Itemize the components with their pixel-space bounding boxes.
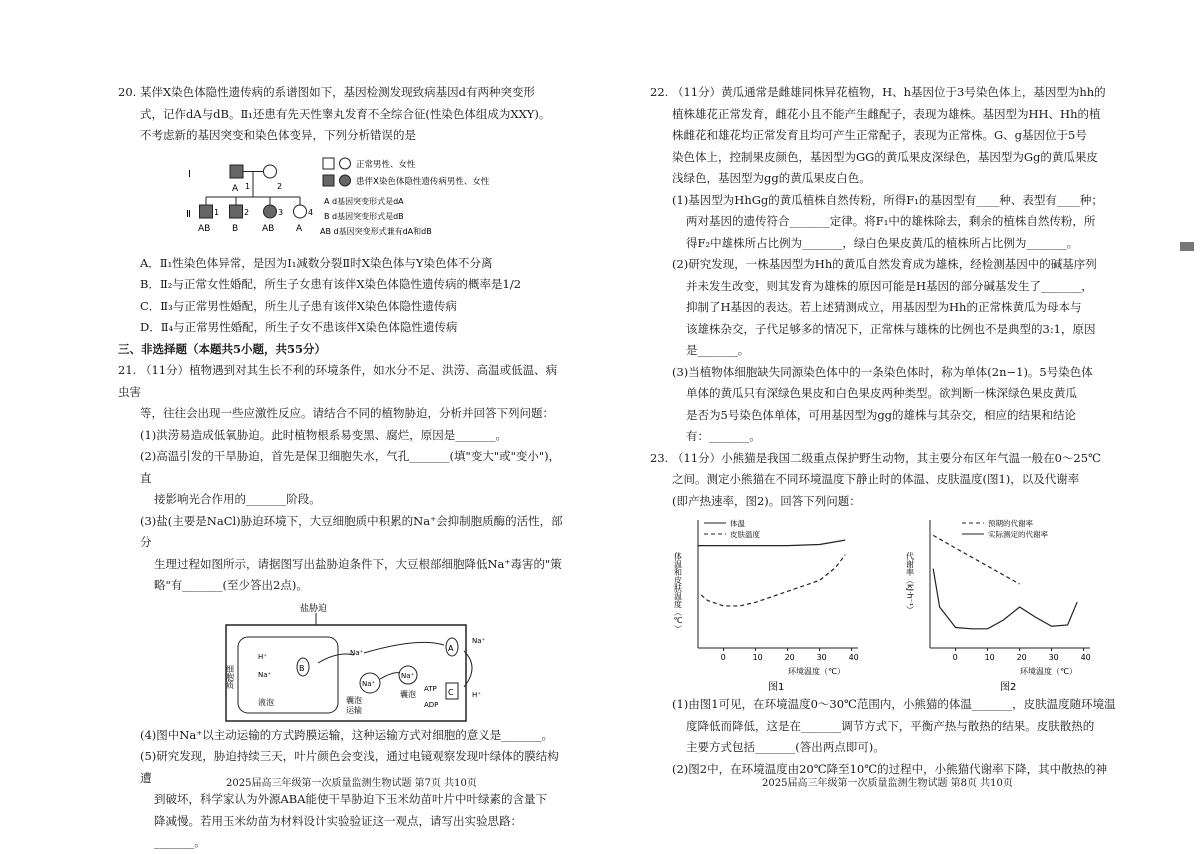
figure-1-chart	[668, 512, 878, 694]
cytoplasm-label: 细胞质	[225, 664, 235, 689]
q21-line: 21. （11分）植物遇到对其生长不利的环境条件，如水分不足、洪涝、高温或低温、病虫害	[118, 363, 558, 399]
q23-line: 23. （11分）小熊猫是我国二级重点保护野生动物，其主要分布区年气温一般在0～25℃	[650, 450, 1101, 465]
generation-label-1: Ⅰ	[188, 168, 191, 180]
q20-line: 式，记作dA与dB。Ⅱ₁还患有先天性睾丸发育不全综合征(性染色体组成为XXY)。	[140, 106, 551, 121]
vesicle-na-label: Na⁺	[362, 679, 376, 688]
q22-line: 株雌花和雄花均正常发育且均可产生正常配子，表现为正常株。G、g基因位于5号	[672, 128, 1087, 142]
q23-line: (1)由图1可见，在环境温度0～30℃范围内，小熊猫的体温_______，皮肤温度随环境温	[672, 697, 1116, 711]
q22-line: 抑制了H基因的表达。若上述猜测成立，用基因型为Hh的正常株黄瓜为母本与	[686, 300, 1082, 314]
q20-option-c: C．Ⅱ₃与正常男性婚配，所生儿子患有该伴X染色体隐性遗传病	[140, 298, 457, 313]
legend-normal-female-icon	[340, 158, 351, 169]
q22-line: (2)研究发现，一株基因型为Hh的黄瓜自然发育成为雄株，经检测基因中的碱基序列	[672, 257, 1097, 271]
series-line	[698, 540, 845, 545]
figure-2-chart	[900, 512, 1110, 694]
q22-line: 浅绿色，基因型为gg的黄瓜果皮白色。	[672, 171, 871, 185]
x-axis-label: 环境温度（℃）	[1020, 667, 1077, 676]
q22-line: (3)当植物体细胞缺失同源染色体中的一条染色体时，称为单体(2n−1)。5号染色体	[672, 364, 1093, 379]
legend-da: A d基因突变形式是dA	[324, 196, 404, 206]
left-page	[0, 0, 600, 849]
q23-line: (即产热速率，图2)。回答下列问题：	[672, 493, 861, 508]
series-line	[933, 535, 1019, 584]
q23-line: 主要方式包括_______(答出两点即可)。	[686, 740, 885, 754]
legend-label: 体温	[730, 519, 745, 528]
pedigree-i1-num: 1	[245, 181, 251, 191]
q22-line: 有：_______。	[686, 429, 761, 443]
pedigree-ii2-label: B	[232, 223, 239, 234]
vesicle2-na-label: Na⁺	[401, 671, 415, 680]
q21-line: (1)洪涝易造成低氧胁迫。此时植物根系易变黑、腐烂，原因是_______。	[140, 427, 508, 442]
legend-affected-female-icon	[340, 175, 351, 186]
transporter-b-label: B	[299, 663, 305, 673]
pedigree-ii1-label: AB	[198, 223, 211, 234]
section-3-heading: 三、非选择题（本题共5小题，共55分）	[118, 341, 327, 356]
pedigree-i1-affected-male	[230, 165, 243, 178]
x-tick-label: 0	[952, 653, 958, 662]
q22-line: 并未发生改变，则其发育为雄株的原因可能是H基因的部分碱基发生了_______，	[686, 278, 1093, 293]
adp-label: ADP	[424, 700, 439, 709]
pedigree-ii1-affected-male	[200, 205, 213, 218]
pedigree-i1-label: A	[232, 183, 239, 194]
q23-line: 之间。测定小熊猫在不同环境温度下静止时的体温、皮肤温度(图1)，以及代谢率	[672, 472, 1080, 486]
x-tick-label: 10	[984, 653, 995, 662]
q21-line: (4)图中Na⁺以主动运输的方式跨膜运输，这种运输方式对细胞的意义是_______。	[140, 727, 554, 742]
q22-line: 该雄株杂交，子代足够多的情况下，正常株与雄株的比例也不是典型的3:1，原因	[686, 321, 1096, 336]
q22-line: 22. （11分）黄瓜通常是雌雄同株异花植物，H、h基因位于3号染色体上，基因型为hh的	[650, 85, 1106, 99]
series-line	[933, 569, 1077, 629]
q20-line: 20. 某伴X染色体隐性遗传病的系谱图如下，基因检测发现致病基因d有两种突变形	[118, 85, 535, 99]
pedigree-diagram	[118, 147, 566, 253]
salt-stress-diagram	[118, 597, 566, 725]
pedigree-i2-num: 2	[277, 181, 283, 191]
q22-line: 得F₂中雄株所占比例为_______，绿白色果皮黄瓜的植株所占比例为_______。	[686, 235, 1079, 250]
generation-label-2: Ⅱ	[186, 208, 191, 220]
legend-db: B d基因突变形式是dB	[324, 211, 404, 221]
left-column	[118, 82, 566, 854]
q22-line: 是否为5号染色体单体，可用基因型为gg的雄株与其杂交，相应的结果和结论	[686, 407, 1077, 422]
pedigree-i2-normal-female	[264, 165, 277, 178]
pedigree-ii1-num: 1	[214, 207, 220, 217]
q21-line: 接影响光合作用的_______阶段。	[154, 492, 321, 506]
x-tick-label: 20	[784, 653, 795, 662]
transporter-a-label: A	[448, 643, 454, 653]
legend-label: 皮肤温度	[730, 530, 760, 539]
q21-line: (5)研究发现，胁迫持续三天，叶片颜色会变浅，通过电镜观察发现叶绿体的膜结构遭	[140, 749, 559, 785]
q23-line: (2)图2中，在环境温度由20℃降至10℃的过程中，小熊猫代谢率下降，其中散热的神	[672, 761, 1108, 776]
question-20	[118, 82, 566, 339]
q21-line: 等，往往会出现一些应激性反应。请结合不同的植物胁迫，分析并回答下列问题：	[140, 406, 554, 420]
x-tick-label: 20	[1016, 653, 1027, 662]
h-plus-out-label: H⁺	[472, 690, 481, 699]
q21-line: 降减慢。若用玉米幼苗为材料设计实验验证这一观点，请写出实验思路：_______。	[154, 813, 522, 849]
q20-option-d: D．Ⅱ₄与正常男性婚配，所生子女不患该伴X染色体隐性遗传病	[140, 320, 458, 334]
page-footer-right: 2025届高三年级第一次质量监测生物试题 第8页 共10页	[762, 778, 1013, 789]
pedigree-ii2-num: 2	[244, 207, 250, 217]
q22-line: 染色体上，控制果皮颜色，基因型为GG的黄瓜果皮深绿色，基因型为Gg的黄瓜果皮	[672, 149, 1098, 164]
q22-line: 植株雄花正常发育，雌花小且不能产生雌配子，表现为雄株。基因型为HH、Hh的植	[672, 106, 1101, 121]
vesicle2-label: 囊泡	[400, 689, 416, 699]
q21-line: 到破坏，科学家认为外源ABA能使干旱胁迫下玉米幼苗叶片中叶绿素的含量下	[154, 792, 548, 806]
legend-dab: AB d基因突变形式兼有dA和dB	[320, 226, 432, 236]
q21-line: (3)盐(主要是NaCl)胁迫环境下，大豆细胞质中积累的Na⁺会抑制胞质酶的活性，部分	[140, 513, 563, 549]
pedigree-ii3-label: AB	[262, 223, 275, 234]
x-axis-label: 环境温度（℃）	[788, 667, 845, 676]
pedigree-ii2-affected-male	[230, 205, 243, 218]
figures-row	[650, 512, 1128, 694]
y-axis-label: 体温和皮肤温度（℃）	[673, 552, 683, 633]
x-tick-label: 30	[816, 653, 827, 662]
legend-label: 实际测定的代谢率	[988, 530, 1048, 539]
binding-mark	[1180, 242, 1194, 251]
vacuole-label: 液泡	[258, 697, 274, 707]
figure-caption: 图2	[1000, 682, 1017, 693]
legend-label: 预期的代谢率	[988, 519, 1033, 528]
vesicle-transport-label: 囊泡	[346, 695, 362, 705]
legend-affected: 患伴X染色体隐性遗传病男性、女性	[356, 176, 490, 187]
diagram-title: 盐胁迫	[300, 603, 328, 614]
q22-line: 单体的黄瓜只有深绿色果皮和白色果皮两种类型。欲判断一株深绿色果皮黄瓜	[686, 386, 1077, 400]
x-tick-label: 40	[1080, 653, 1091, 662]
x-tick-label: 30	[1048, 653, 1059, 662]
q21-line: (2)高温引发的干旱胁迫，首先是保卫细胞失水，气孔_______(填"变大"或"变小")，直	[140, 449, 561, 485]
page-footer-left: 2025届高三年级第一次质量监测生物试题 第7页 共10页	[226, 778, 477, 789]
y-axis-label: 代谢率（kJ·h⁻¹）	[905, 552, 915, 615]
transport-label: 运输	[346, 705, 362, 715]
legend-affected-male-icon	[323, 175, 334, 186]
right-column	[650, 82, 1128, 780]
q22-line: (1)基因型为HhGg的黄瓜植株自然传粉，所得F₁的基因型有____种、表型有____种；	[672, 192, 1103, 207]
legend-normal: 正常男性、女性	[356, 159, 416, 170]
right-page	[600, 0, 1200, 849]
q21-line: 生理过程如图所示，请据图写出盐胁迫条件下，大豆根部细胞降低Na⁺毒害的"策	[154, 556, 562, 571]
q20-option-b: B．Ⅱ₂与正常女性婚配，所生子女患有该伴X染色体隐性遗传病的概率是1/2	[140, 277, 522, 291]
pedigree-ii4-num: 4	[308, 207, 314, 217]
figure-caption: 图1	[768, 682, 785, 693]
pedigree-ii3-affected-female	[264, 205, 277, 218]
vacuole	[238, 637, 338, 713]
na-plus-out-label: Na⁺	[472, 636, 486, 645]
pedigree-ii4-label: A	[296, 223, 303, 234]
question-22	[650, 82, 1128, 448]
pedigree-ii4-normal-female	[294, 205, 307, 218]
q21-line: 略"有_______(至少答出2点)。	[154, 578, 308, 592]
q23-line: 度降低而降低，这是在_______调节方式下，平衡产热与散热的结果。皮肤散热的	[686, 718, 1095, 733]
na-plus-label: Na⁺	[350, 648, 364, 657]
pedigree-ii3-num: 3	[278, 207, 284, 217]
q22-line: 是_______。	[686, 343, 750, 357]
q22-line: 两对基因的遗传符合_______定律。将F₁中的雄株除去，剩余的植株自然传粉，所	[686, 214, 1096, 228]
x-tick-label: 10	[752, 653, 763, 662]
h-plus-label: H⁺	[258, 652, 267, 661]
q20-line: 不考虑新的基因突变和染色体变异，下列分析错误的是	[140, 128, 416, 142]
question-23	[650, 448, 1128, 781]
series-line	[701, 555, 845, 606]
q20-option-a: A．Ⅱ₁性染色体异常，是因为Ⅰ₁减数分裂Ⅱ时X染色体与Y染色体不分离	[140, 255, 493, 270]
na-plus-label: Na⁺	[258, 670, 272, 679]
legend-normal-male-icon	[323, 158, 334, 169]
x-tick-label: 40	[848, 653, 859, 662]
transporter-c-label: C	[448, 687, 454, 697]
atp-label: ATP	[424, 684, 437, 693]
x-tick-label: 0	[720, 653, 726, 662]
